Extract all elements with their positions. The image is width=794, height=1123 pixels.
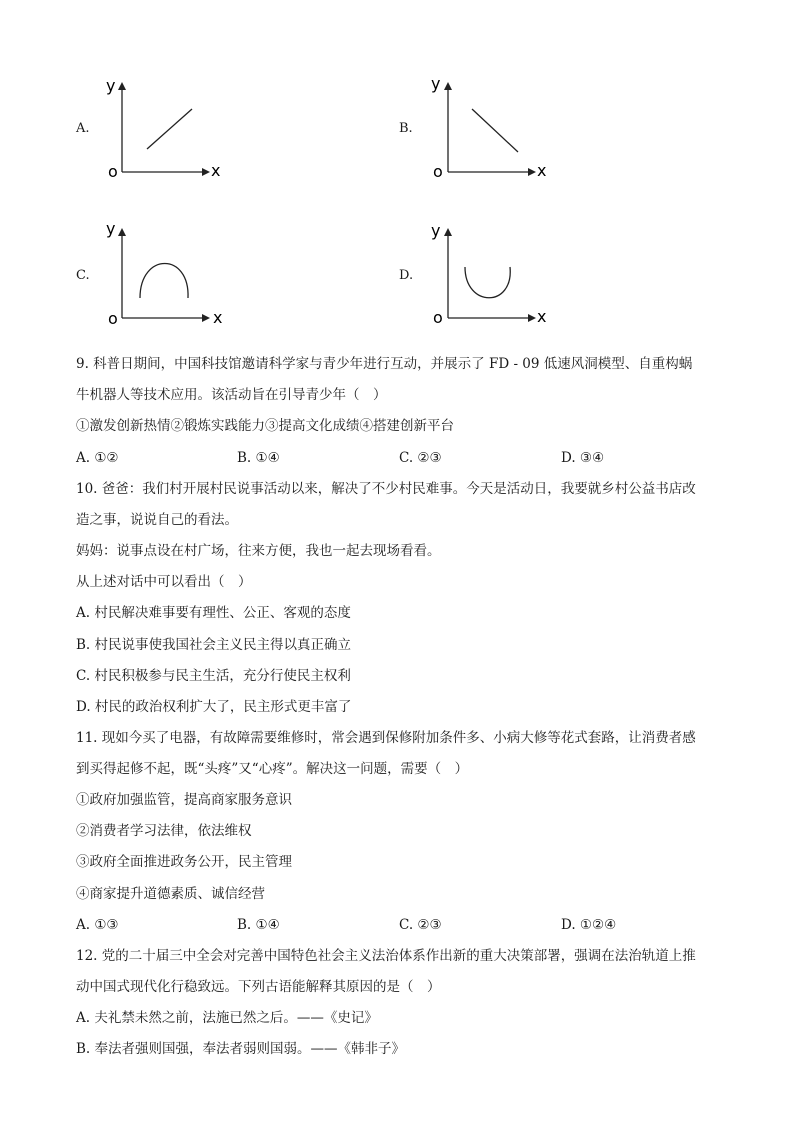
- decreasing-line: [472, 109, 518, 152]
- q11-stem-line1: 11. 现如今买了电器，有故障需要维修时，常会遇到保修附加条件多、小病大修等花式套路，让消费者感: [76, 730, 696, 746]
- q10-option-d[interactable]: D. 村民的政治权利扩大了，民主形式更丰富了: [76, 699, 352, 715]
- q9-stem-line2: 牛机器人等技术应用。该活动旨在引导青少年（ ）: [76, 387, 387, 403]
- q10-stem-line2: 造之事，说说自己的看法。: [76, 512, 238, 528]
- option-b-graph: [430, 74, 550, 182]
- increasing-line: [147, 109, 192, 149]
- q12-option-b[interactable]: B. 奉法者强则国强，奉法者弱则国弱。——《韩非子》: [76, 1041, 406, 1057]
- q11-item-2: ②消费者学习法律，依法维权: [76, 823, 252, 839]
- origin-label: o: [108, 162, 118, 181]
- option-d-letter: D.: [399, 268, 414, 283]
- q9-choice-d[interactable]: D. ③④: [561, 450, 605, 466]
- origin-label: o: [433, 162, 443, 181]
- q12-stem-line1: 12. 党的二十届三中全会对完善中国特色社会主义法治体系作出新的重大决策部署，强调在法治轨道上推: [76, 948, 696, 964]
- x-axis-label: x: [537, 161, 547, 180]
- q10-option-a[interactable]: A. 村民解决难事要有理性、公正、客观的态度: [76, 605, 351, 621]
- q9-choice-c[interactable]: C. ②③: [399, 450, 442, 466]
- origin-label: o: [108, 309, 118, 328]
- q12-stem-line2: 动中国式现代化行稳致远。下列古语能解释其原因的是（ ）: [76, 979, 441, 995]
- option-c-graph: [104, 219, 224, 328]
- q11-item-4: ④商家提升道德素质、诚信经营: [76, 886, 265, 902]
- option-b-letter: B.: [399, 121, 413, 136]
- q10-stem-line3: 妈妈：说事点设在村广场，往来方便，我也一起去现场看看。: [76, 543, 441, 559]
- q10-option-c[interactable]: C. 村民积极参与民主生活，充分行使民主权利: [76, 668, 351, 684]
- q10-option-b[interactable]: B. 村民说事使我国社会主义民主得以真正确立: [76, 637, 352, 653]
- x-axis-label: x: [213, 308, 223, 327]
- origin-label: o: [433, 308, 443, 327]
- q11-choice-d[interactable]: D. ①②④: [561, 917, 617, 933]
- y-axis-label: y: [431, 221, 441, 240]
- option-d-graph: [430, 221, 550, 328]
- q10-stem-line1: 10. 爸爸：我们村开展村民说事活动以来，解决了不少村民难事。今天是活动日，我要就乡村公益书店改: [76, 481, 696, 497]
- option-c-letter: C.: [76, 268, 90, 283]
- y-axis-label: y: [106, 219, 116, 238]
- q11-choice-b[interactable]: B. ①④: [237, 917, 280, 933]
- option-a-graph: [104, 78, 224, 182]
- arch-curve: [140, 264, 188, 299]
- y-axis-label: y: [431, 74, 441, 93]
- q11-choice-a[interactable]: A. ①③: [76, 917, 119, 933]
- q11-item-3: ③政府全面推进政务公开，民主管理: [76, 854, 292, 870]
- q12-option-a[interactable]: A. 夫礼禁未然之前，法施已然之后。——《史记》: [76, 1010, 378, 1026]
- q9-items: ①激发创新热情②锻炼实践能力③提高文化成绩④搭建创新平台: [76, 418, 454, 434]
- q11-choice-c[interactable]: C. ②③: [399, 917, 442, 933]
- q9-stem-line1: 9. 科普日期间，中国科技馆邀请科学家与青少年进行互动，并展示了 FD - 09 低速风洞模型、自重构蜗: [76, 356, 693, 372]
- q10-stem-line4: 从上述对话中可以看出（ ）: [76, 574, 252, 590]
- y-axis-label: y: [106, 76, 116, 95]
- q9-choice-a[interactable]: A. ①②: [76, 450, 119, 466]
- q9-choice-b[interactable]: B. ①④: [237, 450, 280, 466]
- q11-item-1: ①政府加强监管，提高商家服务意识: [76, 792, 292, 808]
- x-axis-label: x: [211, 161, 221, 180]
- option-a-letter: A.: [76, 121, 90, 136]
- valley-curve: [465, 267, 510, 298]
- x-axis-label: x: [537, 307, 547, 326]
- q11-stem-line2: 到买得起修不起，既“头疼”又“心疼”。解决这一问题，需要（ ）: [76, 761, 469, 777]
